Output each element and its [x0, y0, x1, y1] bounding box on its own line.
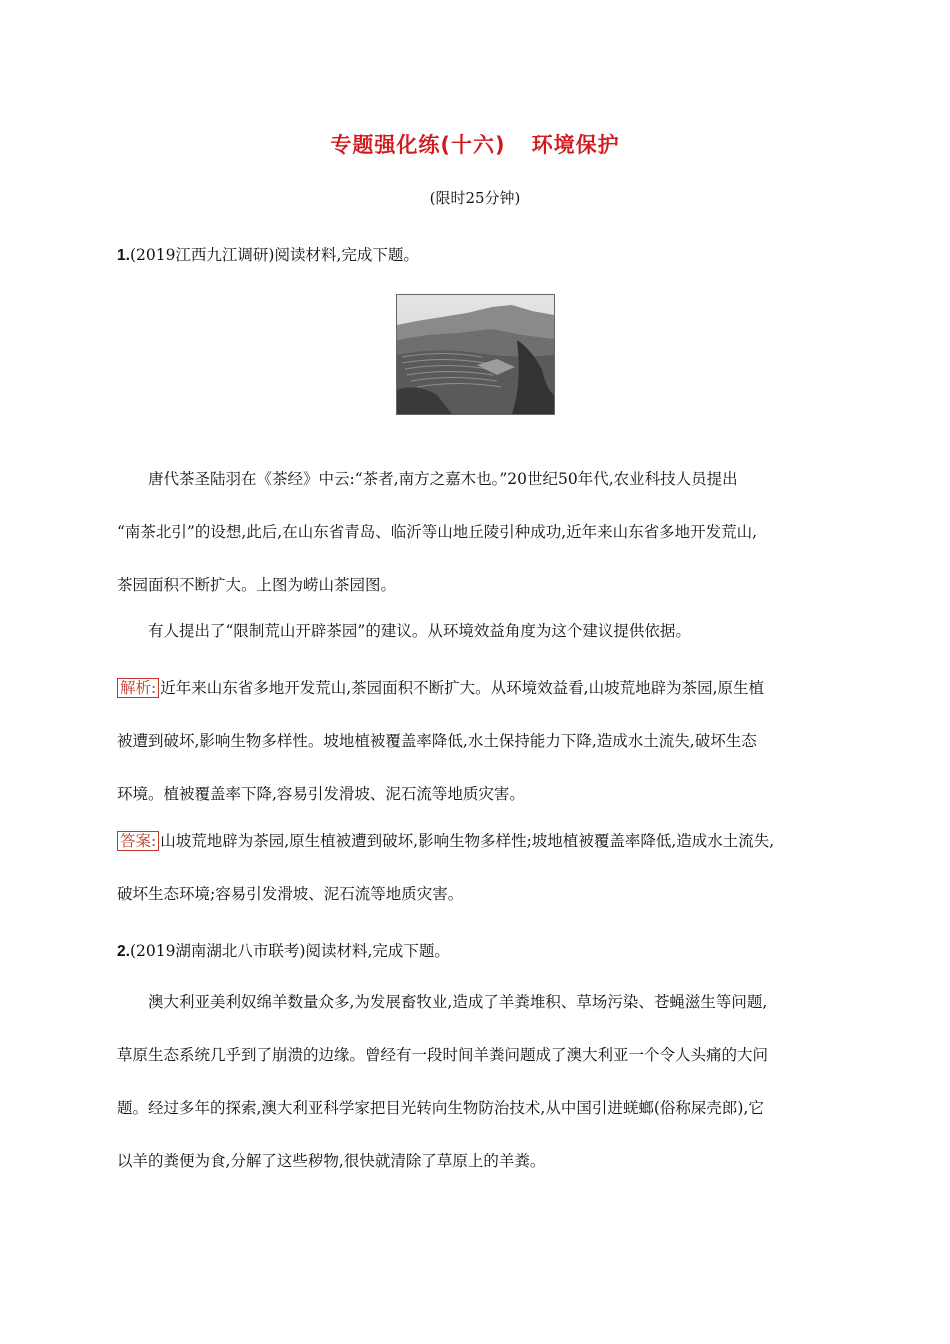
- time-limit: (限时25分钟): [429, 189, 521, 207]
- analysis-line: 环境。植被覆盖率下降,容易引发滑坡、泥石流等地质灾害。: [117, 785, 525, 803]
- q2-material-line: 题。经过多年的探索,澳大利亚科学家把目光转向生物防治技术,从中国引进蜣螂(俗称屎壳郎),它: [117, 1099, 764, 1117]
- q1-question-text: 有人提出了“限制荒山开辟茶园”的建议。从环境效益角度为这个建议提供依据。: [148, 622, 691, 640]
- analysis-label: 解析:: [117, 678, 159, 698]
- q1-material-line: “南茶北引”的设想,此后,在山东省青岛、临沂等山地丘陵引种成功,近年来山东省多地开发荒山,: [117, 523, 758, 541]
- q1-answer: [117, 815, 837, 921]
- analysis-line: 被遭到破坏,影响生物多样性。坡地植被覆盖率降低,水土保持能力下降,造成水土流失,破坏生态: [117, 732, 757, 750]
- analysis-line: 近年来山东省多地开发荒山,茶园面积不断扩大。从环境效益看,山坡荒地辟为茶园,原生植: [160, 679, 765, 697]
- q2-header: [117, 939, 450, 961]
- title-main: 专题强化练(十六): [330, 133, 506, 157]
- q2-number: 2.: [117, 943, 130, 960]
- q2-material-line: 草原生态系统几乎到了崩溃的边缘。曾经有一段时间羊粪问题成了澳大利亚一个令人头痛的大问: [117, 1046, 769, 1064]
- q2-material-line: 澳大利亚美利奴绵羊数量众多,为发展畜牧业,造成了羊粪堆积、草场污染、苍蝇滋生等问题,: [148, 993, 768, 1011]
- q1-analysis: [117, 662, 837, 821]
- q2-material: [117, 976, 837, 1188]
- q1-header: [117, 243, 419, 265]
- tea-garden-photo: [396, 294, 555, 415]
- q2-header-text: (2019湖南湖北八市联考)阅读材料,完成下题。: [129, 942, 450, 960]
- title-topic: 环境保护: [531, 133, 620, 157]
- q1-material-line: 唐代茶圣陆羽在《茶经》中云:“茶者,南方之嘉木也。”20世纪50年代,农业科技人员提出: [148, 470, 738, 488]
- q1-material: [117, 453, 837, 612]
- q1-question: [117, 605, 837, 658]
- q1-material-line: 茶园面积不断扩大。上图为崂山茶园图。: [117, 576, 397, 594]
- q2-material-line: 以羊的粪便为食,分解了这些秽物,很快就清除了草原上的羊粪。: [117, 1152, 546, 1170]
- answer-line: 破坏生态环境;容易引发滑坡、泥石流等地质灾害。: [117, 885, 464, 903]
- q1-header-text: (2019江西九江调研)阅读材料,完成下题。: [129, 246, 419, 264]
- answer-line: 山坡荒地辟为茶园,原生植被遭到破坏,影响生物多样性;坡地植被覆盖率降低,造成水土流失,: [160, 832, 775, 850]
- q1-number: 1.: [117, 247, 130, 264]
- page-title: [0, 129, 950, 159]
- answer-label: 答案:: [117, 831, 159, 851]
